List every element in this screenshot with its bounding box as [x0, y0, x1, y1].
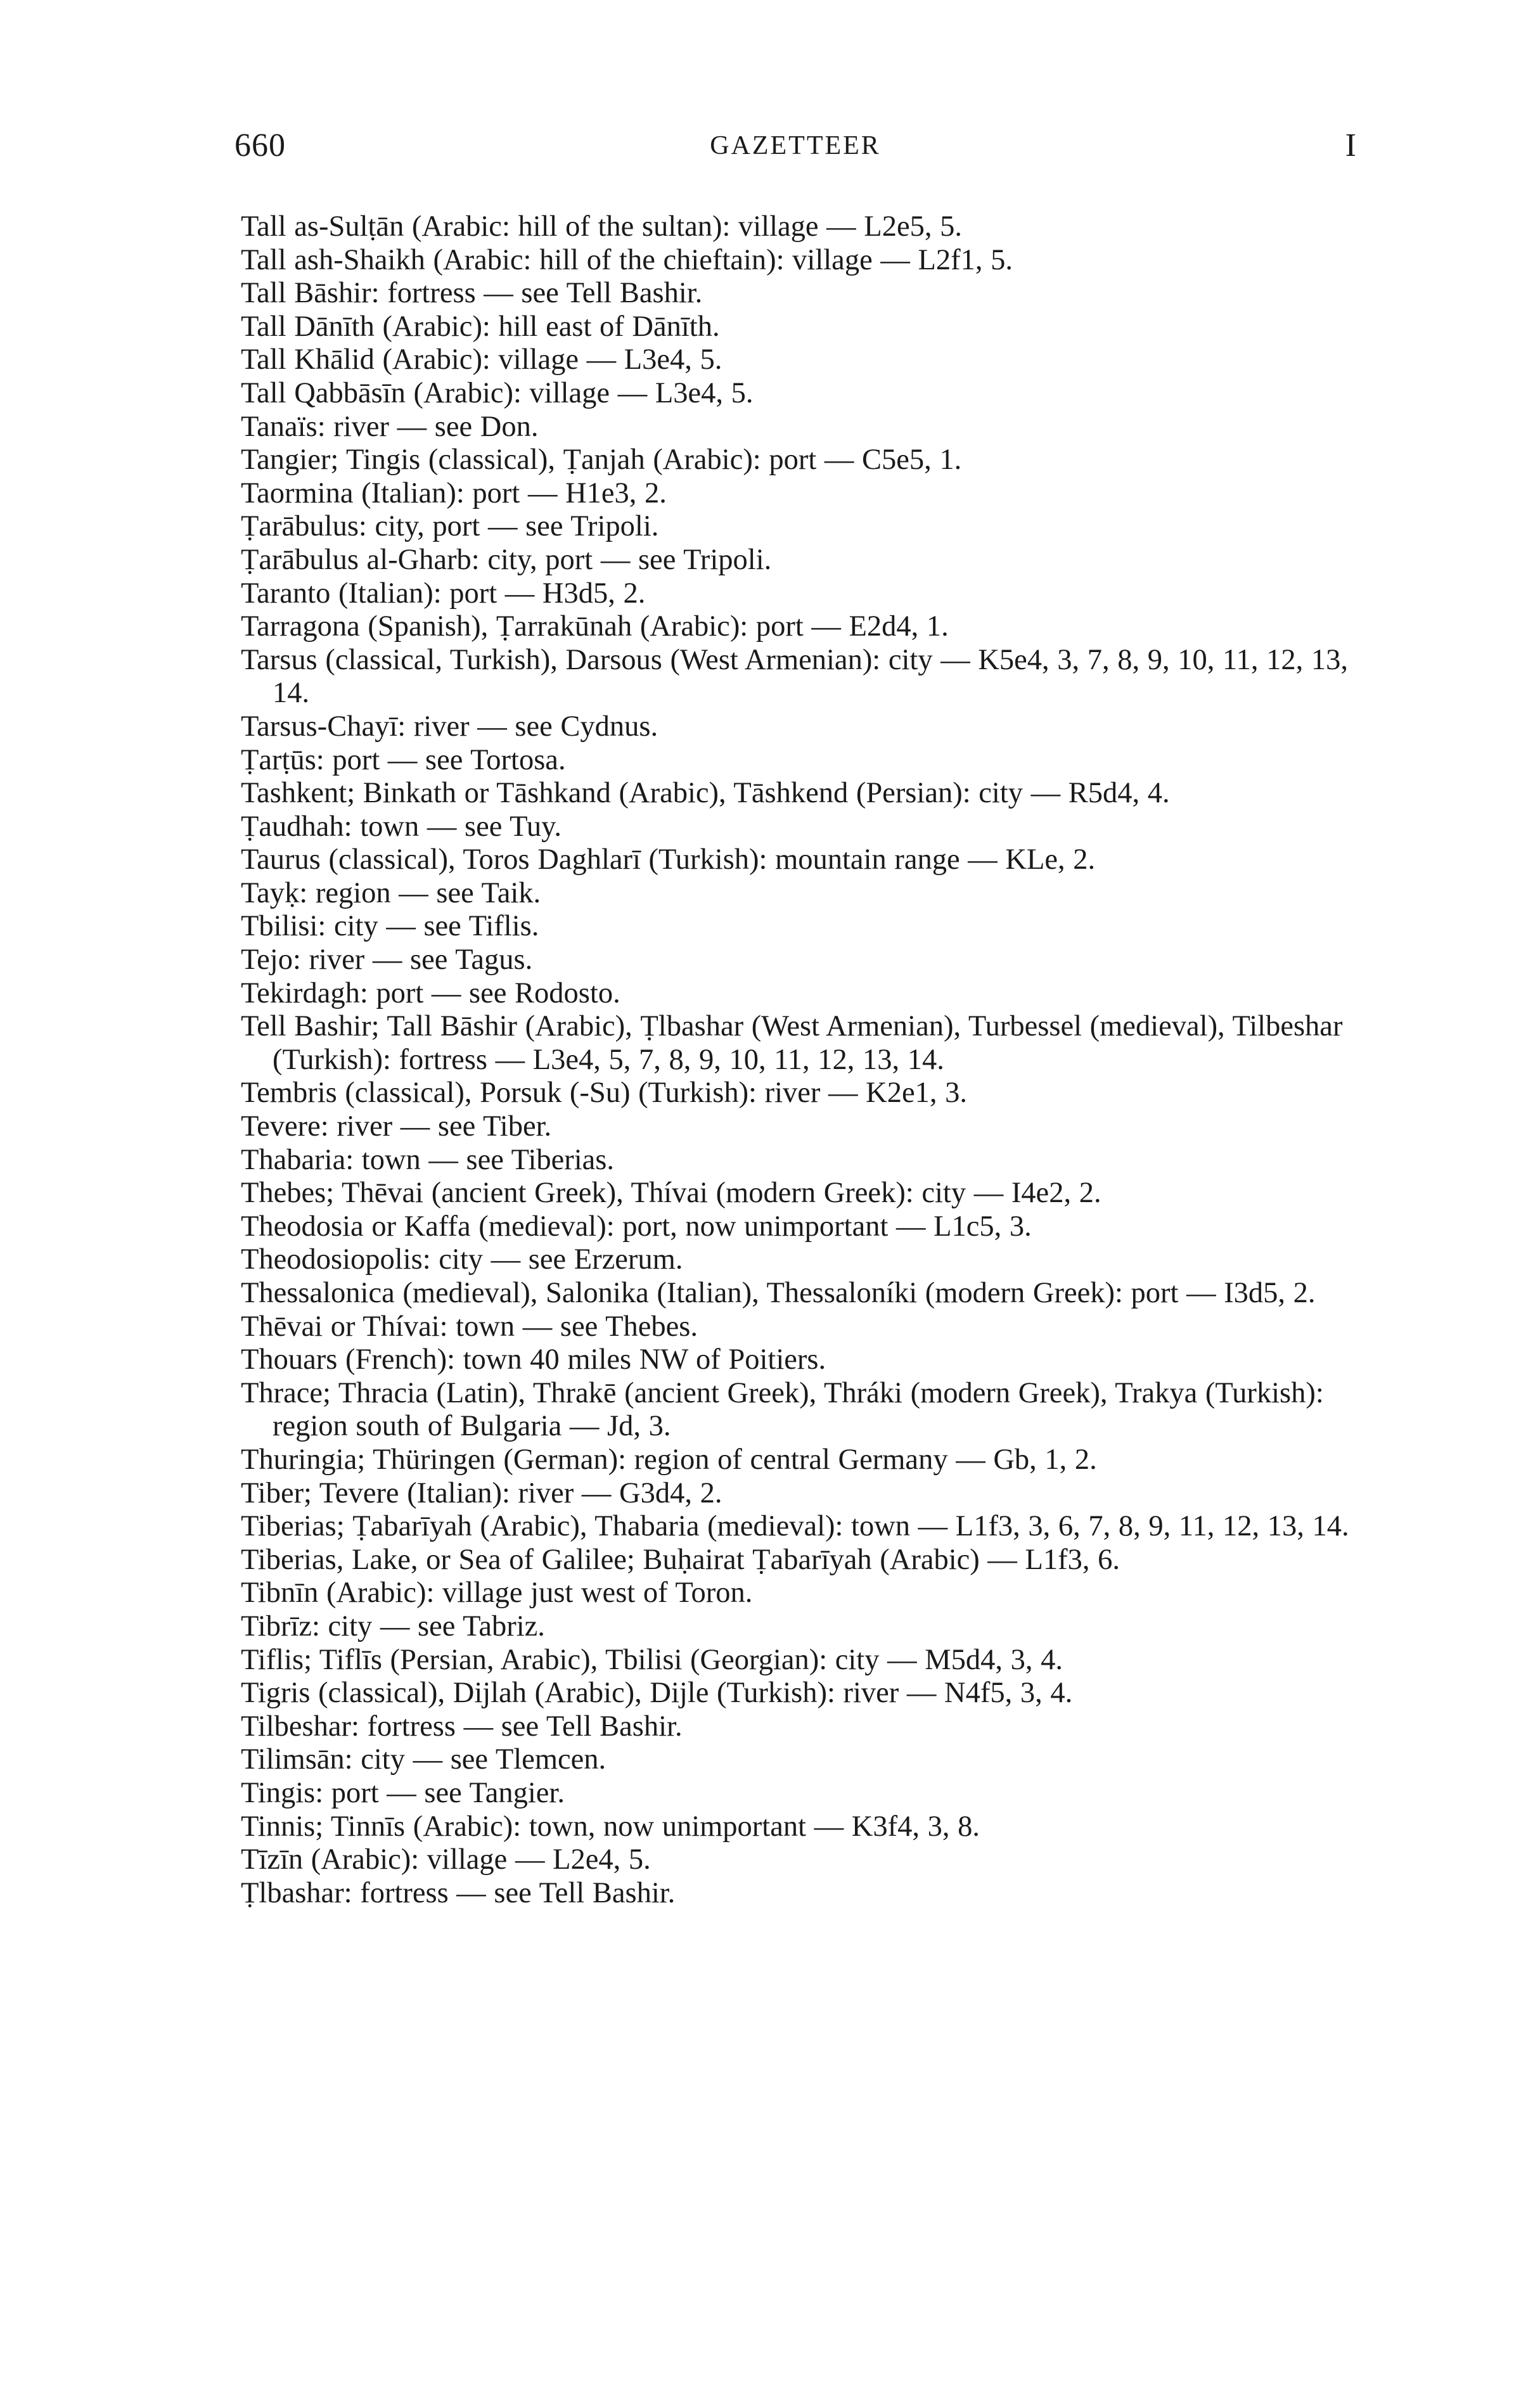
gazetteer-entry: Tall Dānīth (Arabic): hill east of Dānīth. [241, 310, 720, 343]
gazetteer-entry: Tingis: port — see Tangier. [241, 1776, 565, 1809]
gazetteer-entry: Thuringia; Thüringen (German): region of central Germany — Gb, 1, 2. [241, 1443, 1097, 1476]
gazetteer-entry: Thessalonica (medieval), Salonika (Italian), Thessaloníki (modern Greek): port — I3d5, 2. [241, 1277, 1316, 1309]
gazetteer-entry: Tayḳ: region — see Taik. [241, 876, 541, 909]
gazetteer-entry: Ṭarṭūs: port — see Tortosa. [241, 743, 566, 776]
gazetteer-entry: Thabaria: town — see Tiberias. [241, 1143, 615, 1176]
gazetteer-entry: Tall ash-Shaikh (Arabic: hill of the chieftain): village — L2f1, 5. [241, 243, 1013, 276]
gazetteer-entry: Ṭarābulus: city, port — see Tripoli. [241, 510, 659, 543]
gazetteer-entry: Tashkent; Binkath or Tāshkand (Arabic), Tāshkend (Persian): city — R5d4, 4. [241, 777, 1170, 810]
gazetteer-entry: Tangier; Tingis (classical), Ṭanjah (Arabic): port — C5e5, 1. [241, 444, 962, 477]
gazetteer-entry: Theodosia or Kaffa (medieval): port, now unimportant — L1c5, 3. [241, 1210, 1032, 1243]
gazetteer-entry: Tall as-Sulṭān (Arabic: hill of the sultan): village — L2e5, 5. [241, 210, 962, 243]
gazetteer-entry: Taranto (Italian): port — H3d5, 2. [241, 577, 646, 610]
running-title: GAZETTEER [710, 131, 881, 160]
gazetteer-entry: Tarsus-Chayī: river — see Cydnus. [241, 710, 658, 743]
gazetteer-entry: Thouars (French): town 40 miles NW of Poitiers. [241, 1343, 826, 1376]
gazetteer-entry: Tilbeshar: fortress — see Tell Bashir. [241, 1710, 683, 1743]
gazetteer-entry: Thrace; Thracia (Latin), Thrakē (ancient Greek), Thráki (modern Greek), Trakya (Turkish): region south of Bulgaria — Jd, 3. [241, 1376, 1324, 1443]
gazetteer-entry: Tarsus (classical, Turkish), Darsous (West Armenian): city — K5e4, 3, 7, 8, 9, 10, 11, 12, 13, 14. [241, 643, 1348, 710]
gazetteer-entry: Tarragona (Spanish), Ṭarrakūnah (Arabic): port — E2d4, 1. [241, 610, 949, 643]
gazetteer-entry: Tevere: river — see Tiber. [241, 1110, 552, 1143]
page-number: 660 [234, 127, 286, 163]
gazetteer-entry: Thebes; Thēvai (ancient Greek), Thívai (modern Greek): city — I4e2, 2. [241, 1177, 1101, 1210]
gazetteer-entry: Ṭaudhah: town — see Tuy. [241, 810, 562, 843]
gazetteer-entry: Ṭarābulus al-Gharb: city, port — see Tripoli. [241, 543, 772, 576]
gazetteer-entry: Tiflis; Tiflīs (Persian, Arabic), Tbilisi (Georgian): city — M5d4, 3, 4. [241, 1643, 1063, 1676]
section-letter: I [1345, 127, 1356, 163]
gazetteer-entry: Tigris (classical), Dijlah (Arabic), Dijle (Turkish): river — N4f5, 3, 4. [241, 1677, 1073, 1710]
gazetteer-entry: Tall Qabbāsīn (Arabic): village — L3e4, 5. [241, 376, 754, 409]
gazetteer-entry: Tiberias; Ṭabarīyah (Arabic), Thabaria (medieval): town — L1f3, 3, 6, 7, 8, 9, 11, 12, 13, 14. [241, 1510, 1349, 1543]
gazetteer-entry: Tinnis; Tinnīs (Arabic): town, now unimportant — K3f4, 3, 8. [241, 1810, 980, 1843]
gazetteer-entry: Tejo: river — see Tagus. [241, 944, 533, 977]
gazetteer-entry: Tell Bashir; Tall Bāshir (Arabic), Ṭlbashar (West Armenian), Turbessel (medieval), Tilbeshar (Turkish): fortress — L3e4, 5, 7, 8, 9, 10, 11, 12, 13, 14. [241, 1010, 1343, 1076]
gazetteer-entries [241, 210, 1375, 1910]
gazetteer-entry: Tilimsān: city — see Tlemcen. [241, 1743, 606, 1776]
gazetteer-entry: Thēvai or Thívai: town — see Thebes. [241, 1310, 698, 1343]
page-header [234, 127, 1356, 177]
gazetteer-entry: Taormina (Italian): port — H1e3, 2. [241, 477, 667, 509]
gazetteer-entry: Theodosiopolis: city — see Erzerum. [241, 1243, 683, 1276]
gazetteer-entry: Tall Bāshir: fortress — see Tell Bashir. [241, 277, 703, 310]
gazetteer-entry: Taurus (classical), Toros Daghlarī (Turkish): mountain range — KLe, 2. [241, 843, 1096, 876]
gazetteer-entry: Tiber; Tevere (Italian): river — G3d4, 2. [241, 1476, 722, 1509]
gazetteer-entry: Tiberias, Lake, or Sea of Galilee; Buḥairat Ṭabarīyah (Arabic) — L1f3, 6. [241, 1543, 1120, 1576]
gazetteer-entry: Tembris (classical), Porsuk (-Su) (Turkish): river — K2e1, 3. [241, 1077, 967, 1110]
gazetteer-entry: Tbilisi: city — see Tiflis. [241, 910, 539, 943]
gazetteer-entry: Tibnīn (Arabic): village just west of Toron. [241, 1577, 753, 1610]
gazetteer-entry: Tīzīn (Arabic): village — L2e4, 5. [241, 1843, 651, 1876]
gazetteer-entry: Tekirdagh: port — see Rodosto. [241, 977, 620, 1009]
gazetteer-entry: Tanaïs: river — see Don. [241, 410, 539, 443]
gazetteer-entry: Ṭlbashar: fortress — see Tell Bashir. [241, 1876, 676, 1909]
gazetteer-entry: Tibrīz: city — see Tabriz. [241, 1610, 545, 1643]
gazetteer-entry: Tall Khālid (Arabic): village — L3e4, 5. [241, 343, 722, 376]
